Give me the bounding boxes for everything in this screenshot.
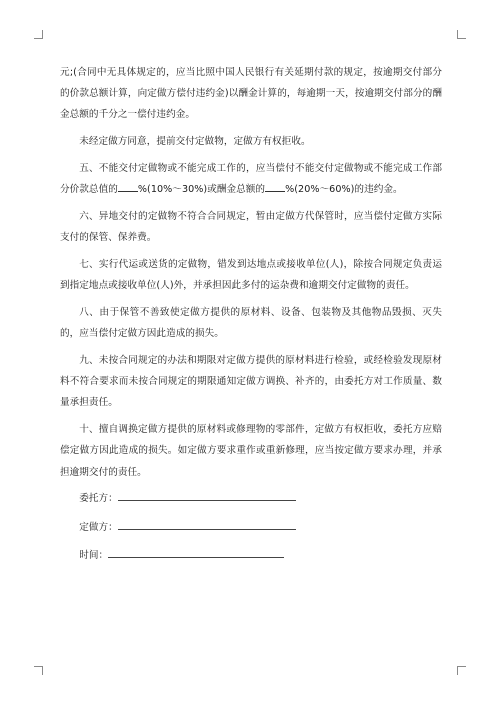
paragraph-clause-10: 十、擅自调换定做方提供的原材料或修理物的零部件，定做方有权拒收，委托方应赔偿定做方因此造成的损失。如定做方要求重作或重新修理，应当按定做方要求办理，并承担逾期交付的责任。 (60, 424, 442, 478)
paragraph-clause-8: 八、由于保管不善致使定做方提供的原材料、设备、包装物及其他物品毁损、灭失的，应当偿付定做方因此造成的损失。 (60, 307, 442, 340)
fill-blank-fee-percent (265, 182, 285, 192)
document-body (60, 62, 442, 573)
signature-entrusting-line (118, 491, 296, 501)
crop-mark-top-left (34, 30, 43, 39)
signature-making-party (60, 517, 442, 538)
signature-making-line (118, 520, 296, 530)
paragraph-clause-7: 七、实行代运或送货的定做物，错发到达地点或接收单位(人)，除按合同规定负责运到指定地点或接收单位(人)外，并承担因此多付的运杂费和逾期交付定做物的责任。 (60, 259, 442, 292)
signature-date-label: 时间： (79, 549, 109, 561)
signature-entrusting-party (60, 488, 442, 509)
signature-date (60, 545, 442, 566)
signature-date-line (108, 548, 284, 558)
paragraph-clause-5 (60, 158, 442, 200)
crop-mark-top-right (457, 30, 466, 39)
signature-making-label: 定做方： (79, 521, 118, 533)
crop-mark-bottom-left (34, 666, 43, 675)
clause-5-text-c: %(20%～60%)的违约金。 (285, 184, 403, 196)
signature-entrusting-label: 委托方： (79, 493, 118, 505)
clause-5-text-a: 五、不能交付定做物或不能完成工作的，应当偿付不能交付定做物或不能完成工作部分价款总值的 (60, 163, 442, 196)
clause-5-text-b: %(10%～30%)或酬金总额的 (137, 184, 266, 196)
paragraph-early-delivery: 未经定做方同意，提前交付定做物，定做方有权拒收。 (79, 136, 311, 148)
paragraph-clause-6: 六、异地交付的定做物不符合合同规定，暂由定做方代保管时，应当偿付定做方实际支付的保管、保养费。 (60, 211, 442, 244)
paragraph-continuation: 元;(合同中无具体规定的，应当比照中国人民银行有关延期付款的规定，按逾期交付部分的价款总额计算，向定做方偿付违约金)以酬金计算的，每逾期一天，按逾期交付部分的酬金总额的千分之一偿付违约金。 (60, 67, 442, 121)
fill-blank-price-percent (118, 182, 138, 192)
paragraph-clause-9: 九、未按合同规定的办法和期限对定做方提供的原材料进行检验，或经检验发现原材料不符合要求而未按合同规定的期限通知定做方调换、补齐的，由委托方对工作质量、数量承担责任。 (60, 355, 442, 409)
crop-mark-bottom-right (457, 666, 466, 675)
